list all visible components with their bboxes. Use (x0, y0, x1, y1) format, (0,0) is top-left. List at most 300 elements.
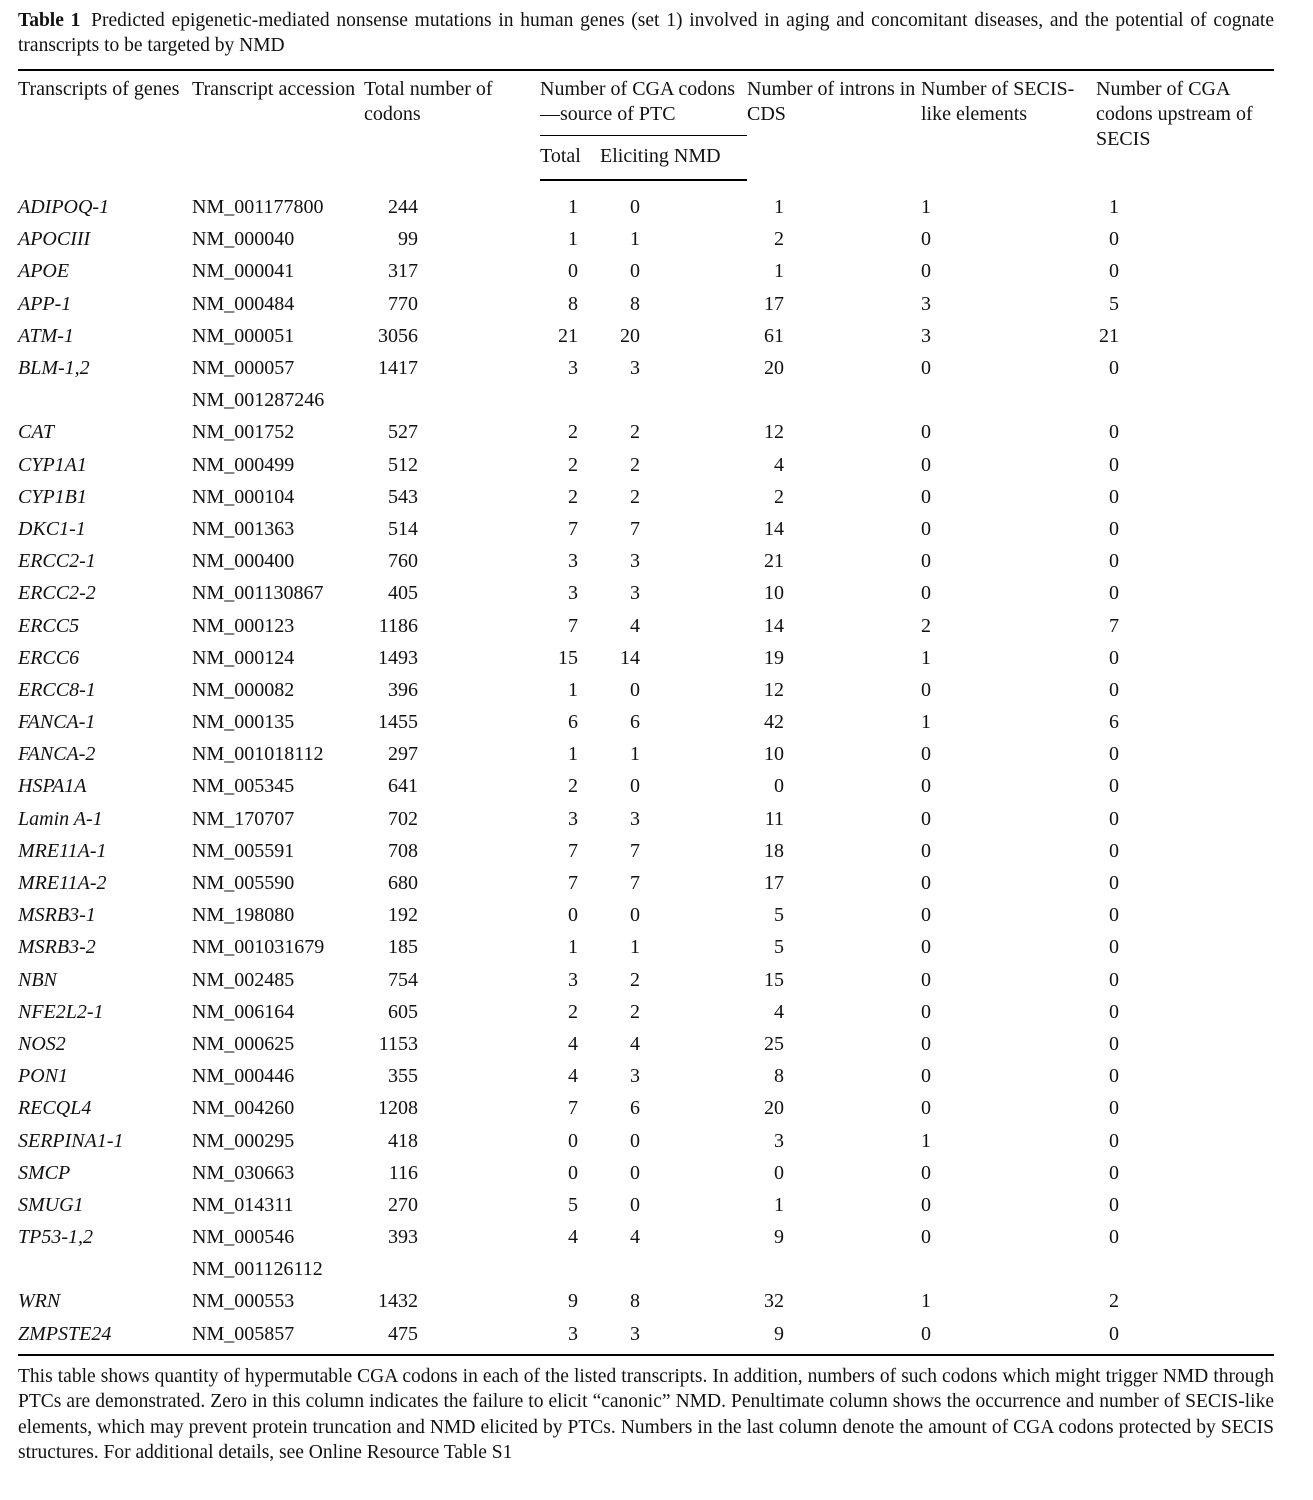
header-upstream: Number of CGA codons upstream of SECIS (1096, 70, 1274, 180)
cell-codons: 393 (388, 1226, 418, 1249)
cell-upstream: 0 (1109, 968, 1119, 991)
cell-cga-total: 1 (568, 743, 578, 766)
cell-accession: NM_005590 (192, 872, 295, 895)
cell-secis: 0 (921, 228, 931, 251)
cell-accession: NM_198080 (192, 904, 295, 927)
cell-codons: 1153 (378, 1032, 418, 1055)
cell-gene: MRE11A-1 (18, 839, 107, 862)
cell-accession: NM_001130867 (192, 582, 324, 605)
cell-codons: 3056 (378, 324, 418, 347)
cell-accession: NM_001177800 (192, 195, 324, 218)
cell-gene: SMCP (18, 1161, 71, 1184)
cell-secis: 0 (921, 678, 931, 701)
cell-cga-nmd: 0 (630, 196, 640, 219)
cell-codons: 99 (398, 228, 418, 251)
table-row (18, 545, 1274, 577)
cell-gene: SERPINA1-1 (18, 1129, 124, 1152)
cell-accession: NM_000057 (192, 357, 295, 380)
table-row (18, 1124, 1274, 1156)
table-row (18, 180, 1274, 223)
cell-cga-total (540, 384, 600, 416)
cell-upstream: 0 (1109, 453, 1119, 476)
cell-gene: APOE (18, 260, 70, 283)
cell-upstream: 0 (1109, 485, 1119, 508)
cell-cga-total: 7 (568, 1097, 578, 1120)
header-accession: Transcript accession (192, 70, 364, 180)
cell-cga-total: 6 (568, 711, 578, 734)
cell-introns: 14 (764, 614, 784, 637)
cell-cga-total (540, 1253, 600, 1285)
cell-gene: CAT (18, 421, 54, 444)
cell-cga-nmd: 7 (630, 839, 640, 862)
cell-secis: 0 (921, 485, 931, 508)
cell-cga-nmd: 0 (630, 904, 640, 927)
cell-cga-nmd: 0 (630, 1129, 640, 1152)
cell-gene: NFE2L2-1 (18, 1000, 104, 1023)
cell-cga-nmd: 0 (630, 775, 640, 798)
cell-accession: NM_006164 (192, 1000, 295, 1023)
cell-secis: 0 (921, 1318, 1096, 1355)
cell-accession: NM_000082 (192, 678, 295, 701)
cell-codons: 1455 (378, 711, 418, 734)
cell-cga-total: 7 (568, 517, 578, 540)
cell-secis: 0 (921, 1000, 931, 1023)
cell-secis (921, 1253, 1096, 1285)
header-cga-nmd: Eliciting NMD (600, 136, 747, 181)
cell-cga-nmd: 2 (630, 1000, 640, 1023)
cell-secis: 1 (921, 1290, 931, 1313)
table-row (18, 1189, 1274, 1221)
cell-codons: 270 (388, 1193, 418, 1216)
table-page (18, 0, 1274, 1466)
cell-upstream: 0 (1109, 807, 1119, 830)
cell-secis: 0 (921, 1161, 931, 1184)
cell-codons: 475 (364, 1318, 540, 1355)
cell-secis: 2 (921, 614, 931, 637)
cell-cga-nmd: 8 (630, 1290, 640, 1313)
cell-accession: NM_000104 (192, 485, 295, 508)
cell-introns: 61 (764, 324, 784, 347)
cell-secis: 0 (921, 872, 931, 895)
cell-upstream: 6 (1109, 711, 1119, 734)
cell-introns: 32 (764, 1290, 784, 1313)
cell-introns: 42 (764, 711, 784, 734)
table-row (18, 1285, 1274, 1317)
cell-introns: 0 (774, 1161, 784, 1184)
cell-introns: 1 (774, 260, 784, 283)
cell-cga-total: 3 (568, 357, 578, 380)
table-row (18, 481, 1274, 513)
table-row (18, 1253, 1274, 1285)
cell-gene: Lamin A-1 (18, 807, 103, 830)
table-row (18, 609, 1274, 641)
cell-gene: APOCIII (18, 228, 91, 251)
cell-accession: NM_014311 (192, 1193, 294, 1216)
cell-codons: 396 (388, 678, 418, 701)
cell-upstream: 7 (1109, 614, 1119, 637)
cell-gene: ERCC5 (18, 614, 80, 637)
cell-accession: NM_000553 (192, 1290, 295, 1313)
cell-secis: 3 (921, 324, 931, 347)
cell-introns (747, 1253, 921, 1285)
cell-codons: 1186 (378, 614, 418, 637)
cell-secis: 0 (921, 1097, 931, 1120)
cell-accession: NM_000124 (192, 646, 295, 669)
table-row (18, 770, 1274, 802)
cell-upstream: 0 (1109, 1000, 1119, 1023)
cell-cga-nmd: 2 (630, 421, 640, 444)
cell-codons: 1208 (378, 1097, 418, 1120)
table-row (18, 738, 1274, 770)
cell-introns: 21 (764, 550, 784, 573)
cell-gene: ATM-1 (18, 324, 74, 347)
cell-introns: 20 (764, 357, 784, 380)
cell-cga-nmd: 7 (630, 517, 640, 540)
cell-upstream: 0 (1109, 357, 1119, 380)
cell-gene: MSRB3-2 (18, 936, 96, 959)
table-row (18, 416, 1274, 448)
cell-upstream: 0 (1109, 228, 1119, 251)
cell-accession: NM_000040 (192, 228, 295, 251)
cell-codons: 605 (388, 1000, 418, 1023)
cell-upstream (1096, 1253, 1274, 1285)
cell-gene: CYP1A1 (18, 453, 87, 476)
cell-accession: NM_001752 (192, 421, 295, 444)
table-row (18, 255, 1274, 287)
table-row (18, 1092, 1274, 1124)
table-row (18, 288, 1274, 320)
cell-introns (747, 384, 921, 416)
cell-upstream: 5 (1109, 292, 1119, 315)
cell-accession: NM_000446 (192, 1065, 295, 1088)
cell-cga-total: 2 (568, 775, 578, 798)
cell-gene: WRN (18, 1290, 61, 1313)
cell-codons: 641 (388, 775, 418, 798)
cell-cga-total: 0 (568, 260, 578, 283)
table-row (18, 223, 1274, 255)
header-secis: Number of SECIS-like elements (921, 70, 1096, 180)
cell-introns: 19 (764, 646, 784, 669)
cell-gene: NOS2 (18, 1032, 66, 1055)
cell-introns: 12 (764, 421, 784, 444)
cell-cga-nmd: 14 (620, 646, 640, 669)
table-row (18, 996, 1274, 1028)
cell-introns: 15 (764, 968, 784, 991)
cell-codons (364, 384, 540, 416)
cell-gene: ERCC6 (18, 646, 80, 669)
cell-accession: NM_004260 (192, 1097, 295, 1120)
cell-secis: 0 (921, 936, 931, 959)
cell-cga-nmd: 20 (620, 324, 640, 347)
cell-codons: 543 (388, 485, 418, 508)
cell-accession: NM_001363 (192, 517, 295, 540)
cell-upstream: 0 (1109, 678, 1119, 701)
cell-codons: 770 (388, 292, 418, 315)
cell-accession: NM_005345 (192, 775, 295, 798)
cell-cga-total: 1 (568, 228, 578, 251)
cell-cga-total: 3 (568, 807, 578, 830)
table-row (18, 931, 1274, 963)
cell-cga-nmd: 6 (630, 1097, 640, 1120)
cell-upstream: 21 (1099, 324, 1119, 347)
cell-upstream: 0 (1109, 582, 1119, 605)
cell-upstream: 0 (1109, 1161, 1119, 1184)
table-row (18, 1318, 1274, 1355)
cell-gene: ERCC2-2 (18, 582, 96, 605)
cell-introns: 11 (764, 807, 784, 830)
cell-cga-total: 9 (568, 1290, 578, 1313)
cell-cga-total: 7 (568, 872, 578, 895)
cell-codons: 1432 (378, 1290, 418, 1313)
cell-introns: 14 (764, 517, 784, 540)
table-row (18, 1028, 1274, 1060)
cell-secis: 1 (921, 646, 931, 669)
cell-cga-nmd: 0 (630, 260, 640, 283)
cell-cga-total: 1 (568, 678, 578, 701)
cell-introns: 3 (774, 1129, 784, 1152)
cell-upstream: 0 (1109, 1129, 1119, 1152)
table-row (18, 642, 1274, 674)
cell-introns: 1 (774, 195, 784, 218)
cell-codons: 512 (388, 453, 418, 476)
table-row (18, 1060, 1274, 1092)
cell-introns: 2 (774, 228, 784, 251)
cell-upstream: 0 (1109, 550, 1119, 573)
cell-introns: 8 (774, 1065, 784, 1088)
cell-codons (364, 1253, 540, 1285)
table-row (18, 964, 1274, 996)
cell-secis: 0 (921, 807, 931, 830)
cell-gene: ZMPSTE24 (18, 1318, 192, 1355)
cell-gene: FANCA-2 (18, 743, 96, 766)
table-row (18, 1221, 1274, 1253)
cell-accession: NM_000051 (192, 324, 295, 347)
cell-secis: 0 (921, 1065, 931, 1088)
cell-codons: 708 (388, 839, 418, 862)
cell-cga-nmd: 8 (630, 292, 640, 315)
cell-cga-nmd: 4 (630, 1032, 640, 1055)
cell-secis: 0 (921, 904, 931, 927)
cell-cga-nmd: 2 (630, 968, 640, 991)
cell-cga-total: 8 (568, 292, 578, 315)
cell-cga-nmd: 0 (630, 678, 640, 701)
cell-cga-nmd: 1 (630, 743, 640, 766)
table-row (18, 384, 1274, 416)
cell-secis: 1 (921, 195, 931, 218)
cell-introns: 17 (764, 292, 784, 315)
cell-cga-total: 1 (568, 196, 578, 219)
cell-accession: NM_000123 (192, 614, 295, 637)
cell-secis: 0 (921, 1193, 931, 1216)
cell-secis: 0 (921, 550, 931, 573)
data-table (18, 69, 1274, 1356)
cell-introns: 9 (774, 1226, 784, 1249)
cell-cga-nmd: 2 (630, 485, 640, 508)
cell-accession: NM_005591 (192, 839, 295, 862)
table-row (18, 899, 1274, 931)
cell-gene: ERCC8-1 (18, 678, 96, 701)
cell-gene: ADIPOQ-1 (18, 195, 110, 218)
cell-upstream: 0 (1109, 646, 1119, 669)
cell-cga-nmd: 3 (630, 1065, 640, 1088)
cell-introns: 2 (774, 485, 784, 508)
cell-secis: 0 (921, 357, 931, 380)
cell-introns: 0 (774, 775, 784, 798)
header-transcripts: Transcripts of genes (18, 70, 192, 180)
cell-gene: SMUG1 (18, 1193, 84, 1216)
cell-cga-total: 0 (568, 1161, 578, 1184)
cell-accession: NM_000484 (192, 292, 295, 315)
cell-upstream: 0 (1109, 904, 1119, 927)
cell-secis: 0 (921, 582, 931, 605)
cell-codons: 192 (388, 904, 418, 927)
cell-cga-nmd (600, 1253, 747, 1285)
header-introns: Number of introns in CDS (747, 70, 921, 180)
cell-upstream: 0 (1109, 1097, 1119, 1120)
cell-accession: NM_000295 (192, 1129, 295, 1152)
cell-cga-nmd: 0 (630, 1193, 640, 1216)
cell-codons: 116 (388, 1161, 418, 1184)
cell-codons: 754 (388, 968, 418, 991)
cell-cga-total: 2 (568, 485, 578, 508)
table-row (18, 352, 1274, 384)
cell-cga-nmd: 6 (630, 711, 640, 734)
cell-secis: 0 (921, 775, 931, 798)
cell-introns: 5 (774, 936, 784, 959)
cell-secis: 0 (921, 421, 931, 444)
cell-upstream: 0 (1109, 743, 1119, 766)
cell-accession: NM_002485 (192, 968, 295, 991)
cell-introns: 10 (764, 582, 784, 605)
cell-secis: 0 (921, 1226, 931, 1249)
cell-cga-total: 7 (568, 839, 578, 862)
cell-secis: 0 (921, 517, 931, 540)
cell-secis: 1 (921, 1129, 931, 1152)
cell-upstream: 0 (1109, 936, 1119, 959)
header-codons: Total number of codons (364, 70, 540, 180)
cell-gene (18, 384, 192, 416)
cell-cga-nmd: 3 (630, 357, 640, 380)
cell-upstream: 0 (1109, 1032, 1119, 1055)
cell-gene: ERCC2-1 (18, 550, 96, 573)
cell-introns: 4 (774, 453, 784, 476)
cell-gene: TP53-1,2 (18, 1226, 93, 1249)
table-caption-text: Predicted epigenetic-mediated nonsense mutations in human genes (set 1) involved in aging and concomitant diseases, and the potential of cognate transcripts to be targeted by NMD (18, 10, 1274, 56)
cell-cga-total: 21 (558, 324, 578, 347)
cell-codons: 760 (388, 550, 418, 573)
cell-cga-total: 4 (568, 1226, 578, 1249)
cell-secis: 1 (921, 711, 931, 734)
cell-cga-total: 4 (568, 1065, 578, 1088)
cell-cga-total: 15 (558, 646, 578, 669)
table-row (18, 706, 1274, 738)
table-row (18, 1157, 1274, 1189)
cell-accession: NM_000135 (192, 711, 295, 734)
cell-codons: 680 (388, 872, 418, 895)
cell-accession: NM_000499 (192, 453, 295, 476)
cell-accession: NM_000041 (192, 260, 295, 283)
header-cga-total: Total (540, 136, 600, 181)
cell-codons: 418 (388, 1129, 418, 1152)
cell-codons: 317 (388, 260, 418, 283)
cell-accession: NM_001018112 (192, 743, 324, 766)
table-row (18, 449, 1274, 481)
cell-gene: APP-1 (18, 292, 72, 315)
table-row (18, 803, 1274, 835)
cell-codons: 514 (388, 517, 418, 540)
cell-cga-total: 3 (568, 968, 578, 991)
cell-upstream: 0 (1109, 1065, 1119, 1088)
cell-secis (921, 384, 1096, 416)
cell-upstream: 0 (1109, 421, 1119, 444)
cell-accession: NM_000400 (192, 550, 295, 573)
table-row (18, 513, 1274, 545)
cell-secis: 0 (921, 839, 931, 862)
cell-cga-total: 5 (568, 1193, 578, 1216)
cell-cga-total: 1 (568, 936, 578, 959)
cell-gene: RECQL4 (18, 1097, 92, 1120)
cell-cga-nmd (600, 384, 747, 416)
cell-gene: CYP1B1 (18, 485, 87, 508)
cell-accession: NM_001287246 (192, 389, 325, 412)
cell-introns: 1 (774, 1193, 784, 1216)
cell-introns: 5 (774, 904, 784, 927)
cell-upstream: 0 (1109, 839, 1119, 862)
cell-accession: NM_170707 (192, 807, 295, 830)
cell-secis: 0 (921, 260, 931, 283)
cell-gene: PON1 (18, 1065, 68, 1088)
cell-cga-nmd: 4 (630, 1226, 640, 1249)
cell-accession: NM_001126112 (192, 1258, 323, 1281)
cell-gene: DKC1-1 (18, 517, 86, 540)
cell-secis: 0 (921, 743, 931, 766)
table-row (18, 577, 1274, 609)
cell-accession: NM_000546 (192, 1226, 295, 1249)
cell-accession: NM_000625 (192, 1032, 295, 1055)
cell-cga-nmd: 4 (630, 614, 640, 637)
cell-upstream (1096, 384, 1274, 416)
cell-cga-total: 2 (568, 421, 578, 444)
cell-cga-total: 4 (568, 1032, 578, 1055)
cell-codons: 527 (388, 421, 418, 444)
header-cga-group: Number of CGA codons—source of PTC (540, 70, 747, 136)
cell-gene: BLM-1,2 (18, 357, 90, 380)
cell-gene: NBN (18, 968, 57, 991)
cell-secis: 3 (921, 292, 931, 315)
cell-introns: 9 (747, 1318, 921, 1355)
cell-upstream: 0 (1109, 1226, 1119, 1249)
cell-codons: 185 (388, 936, 418, 959)
cell-codons: 297 (388, 743, 418, 766)
cell-upstream: 0 (1109, 775, 1119, 798)
cell-upstream: 1 (1109, 195, 1119, 218)
cell-cga-nmd: 1 (630, 936, 640, 959)
cell-upstream: 0 (1109, 1193, 1119, 1216)
cell-accession: NM_005857 (192, 1318, 364, 1355)
cell-upstream: 2 (1109, 1290, 1119, 1313)
cell-introns: 20 (764, 1097, 784, 1120)
table-caption (18, 8, 1274, 58)
table-row (18, 320, 1274, 352)
cell-introns: 4 (774, 1000, 784, 1023)
cell-secis: 0 (921, 453, 931, 476)
cell-accession: NM_030663 (192, 1161, 295, 1184)
table-row (18, 867, 1274, 899)
cell-cga-total: 2 (568, 453, 578, 476)
cell-introns: 18 (764, 839, 784, 862)
cell-cga-total: 0 (568, 1129, 578, 1152)
cell-upstream: 0 (1109, 260, 1119, 283)
